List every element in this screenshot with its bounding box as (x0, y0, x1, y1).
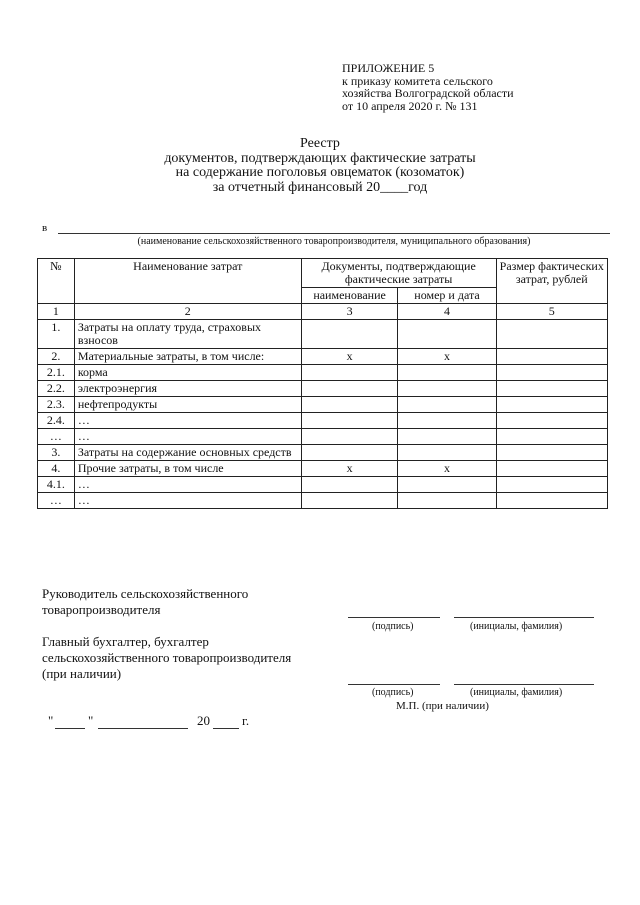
document-title (0, 137, 640, 195)
head-initials-field (454, 617, 594, 618)
row-number: 2.2. (38, 381, 75, 397)
row-doc-name (301, 381, 398, 397)
accountant-initials-field (454, 684, 594, 685)
table-row (38, 413, 608, 429)
appendix-line: к приказу комитета сельского (342, 73, 493, 88)
row-number: 2.3. (38, 397, 75, 413)
row-cost-name: … (74, 413, 301, 429)
table-row (38, 429, 608, 445)
date-year-field (213, 728, 239, 729)
row-doc-name (301, 413, 398, 429)
accountant-label-line: (при наличии) (42, 666, 122, 681)
table-row (38, 493, 608, 509)
row-cost-name: Затраты на содержание основных средств (74, 445, 301, 461)
date-quote-open: " (48, 713, 54, 728)
title-line: за отчетный финансовый 20____год (212, 179, 428, 195)
producer-label: в (42, 222, 48, 234)
row-doc-name: x (301, 349, 398, 365)
row-number: 1. (38, 320, 75, 349)
row-doc-numdate: x (398, 349, 496, 365)
col-number: 5 (496, 304, 607, 320)
row-size (496, 413, 607, 429)
table-row (38, 477, 608, 493)
table-row (38, 349, 608, 365)
col-number: 1 (38, 304, 75, 320)
col-number: 4 (398, 304, 496, 320)
header-doc-name: наименование (301, 288, 398, 304)
header-doc-numdate: номер и дата (398, 288, 496, 304)
col-number: 2 (74, 304, 301, 320)
row-doc-name: x (301, 461, 398, 477)
row-doc-name (301, 365, 398, 381)
table-row (38, 397, 608, 413)
head-initials-caption: (инициалы, фамилия) (470, 621, 563, 632)
accountant-label-line: Главный бухгалтер, бухгалтер (42, 634, 209, 649)
row-size (496, 320, 607, 349)
row-doc-numdate: x (398, 461, 496, 477)
row-size (496, 493, 607, 509)
registry-table (37, 258, 608, 509)
appendix-block (342, 62, 514, 112)
row-doc-numdate (398, 493, 496, 509)
row-doc-name (301, 445, 398, 461)
row-cost-name: … (74, 477, 301, 493)
row-doc-name (301, 397, 398, 413)
accountant-signature-label (42, 634, 291, 682)
appendix-title: ПРИЛОЖЕНИЕ 5 (342, 61, 435, 75)
row-size (496, 381, 607, 397)
row-size (496, 397, 607, 413)
appendix-line: от 10 апреля 2020 г. № 131 (342, 98, 478, 113)
row-cost-name: … (74, 493, 301, 509)
table-row (38, 445, 608, 461)
date-month-field (98, 728, 188, 729)
row-number: 4.1. (38, 477, 75, 493)
head-label-line: Руководитель сельскохозяйственного (42, 586, 249, 601)
appendix-line: хозяйства Волгоградской области (342, 86, 514, 100)
row-size (496, 429, 607, 445)
accountant-sign-caption: (подпись) (372, 687, 414, 698)
row-number: 4. (38, 461, 75, 477)
header-name: Наименование затрат (74, 259, 301, 304)
header-docs: Документы, подтверждающие фактические затраты (301, 259, 496, 288)
row-doc-name (301, 320, 398, 349)
producer-caption: (наименование сельскохозяйственного товаропроизводителя, муниципального образования) (137, 236, 531, 247)
row-doc-numdate (398, 477, 496, 493)
row-cost-name: корма (74, 365, 301, 381)
row-size (496, 349, 607, 365)
date-suffix: г. (242, 713, 250, 728)
row-doc-numdate (398, 413, 496, 429)
accountant-initials-caption: (инициалы, фамилия) (470, 687, 563, 698)
table-row (38, 320, 608, 349)
col-number: 3 (301, 304, 398, 320)
date-day-field (55, 728, 85, 729)
date-year-label: 20 (197, 713, 210, 728)
table-row (38, 461, 608, 477)
row-number: … (38, 429, 75, 445)
head-signature-label (42, 586, 248, 618)
header-num: № (38, 259, 75, 304)
title-line: документов, подтверждающих фактические затраты (164, 150, 476, 166)
row-number: 2.4. (38, 413, 75, 429)
stamp-label: М.П. (при наличии) (396, 700, 489, 712)
row-doc-numdate (398, 397, 496, 413)
row-cost-name: Затраты на оплату труда, страховых взносов (74, 320, 301, 349)
row-doc-name (301, 493, 398, 509)
row-doc-name (301, 477, 398, 493)
row-cost-name: Прочие затраты, в том числе (74, 461, 301, 477)
head-label-line: товаропроизводителя (42, 602, 161, 617)
row-number: 2. (38, 349, 75, 365)
row-size (496, 445, 607, 461)
row-size (496, 365, 607, 381)
title-line: Реестр (300, 136, 340, 151)
row-number: 2.1. (38, 365, 75, 381)
table-row (38, 381, 608, 397)
row-number: 3. (38, 445, 75, 461)
row-doc-numdate (398, 320, 496, 349)
header-size: Размер фактических затрат, рублей (496, 259, 607, 304)
row-doc-numdate (398, 429, 496, 445)
row-cost-name: нефтепродукты (74, 397, 301, 413)
date-quote-close: " (88, 713, 94, 728)
column-numbers-row (38, 304, 608, 320)
row-number: … (38, 493, 75, 509)
row-doc-name (301, 429, 398, 445)
row-doc-numdate (398, 445, 496, 461)
row-doc-numdate (398, 365, 496, 381)
table-row (38, 365, 608, 381)
row-size (496, 477, 607, 493)
accountant-signature-field (348, 684, 440, 685)
head-signature-field (348, 617, 440, 618)
producer-field-line (58, 233, 610, 234)
row-cost-name: электроэнергия (74, 381, 301, 397)
row-doc-numdate (398, 381, 496, 397)
row-cost-name: … (74, 429, 301, 445)
title-line: на содержание поголовья овцематок (козоматок) (175, 165, 465, 180)
head-sign-caption: (подпись) (372, 621, 414, 632)
accountant-label-line: сельскохозяйственного товаропроизводителя (42, 650, 292, 665)
row-size (496, 461, 607, 477)
row-cost-name: Материальные затраты, в том числе: (74, 349, 301, 365)
